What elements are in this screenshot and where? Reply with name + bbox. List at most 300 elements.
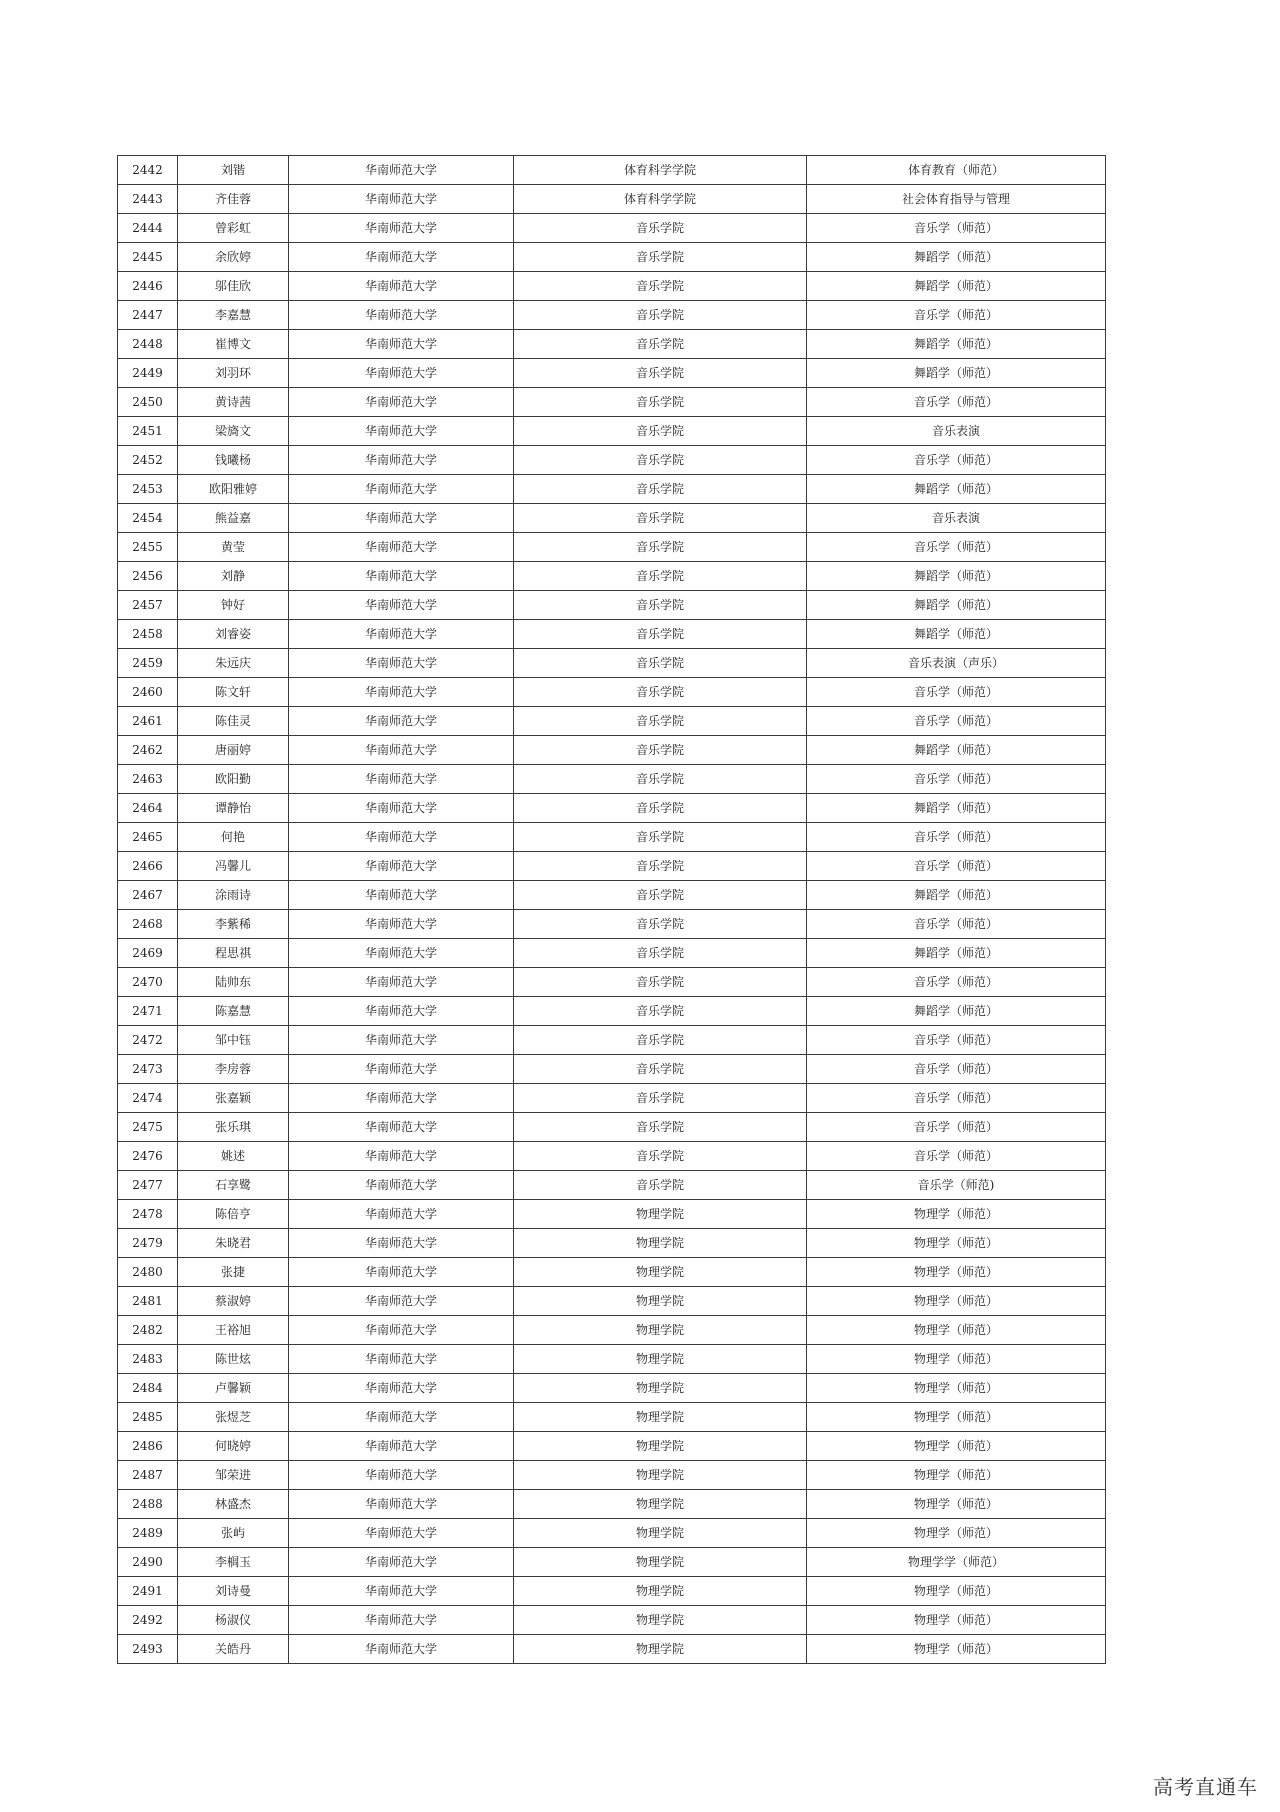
college-cell: 音乐学院 [514,620,807,649]
university-cell: 华南师范大学 [289,1490,514,1519]
row-number-cell: 2448 [118,330,178,359]
table-row [118,1548,1106,1577]
student-name-cell: 陆帅东 [178,968,289,997]
major-cell: 音乐学（师范） [807,1084,1106,1113]
student-name-cell: 朱晓君 [178,1229,289,1258]
major-cell: 物理学（师范） [807,1461,1106,1490]
major-cell: 物理学（师范） [807,1490,1106,1519]
major-cell: 舞蹈学（师范） [807,272,1106,301]
student-name-cell: 钱曦杨 [178,446,289,475]
major-cell: 舞蹈学（师范） [807,736,1106,765]
university-cell: 华南师范大学 [289,591,514,620]
college-cell: 物理学院 [514,1635,807,1664]
major-cell: 舞蹈学（师范） [807,794,1106,823]
student-name-cell: 林盛杰 [178,1490,289,1519]
row-number-cell: 2470 [118,968,178,997]
student-name-cell: 刘锴 [178,156,289,185]
row-number-cell: 2479 [118,1229,178,1258]
university-cell: 华南师范大学 [289,1055,514,1084]
college-cell: 物理学院 [514,1432,807,1461]
major-cell: 音乐学（师范） [807,1142,1106,1171]
university-cell: 华南师范大学 [289,1316,514,1345]
university-cell: 华南师范大学 [289,1606,514,1635]
university-cell: 华南师范大学 [289,156,514,185]
table-row [118,1635,1106,1664]
major-cell: 音乐学（师范） [807,910,1106,939]
major-cell: 音乐学（师范） [807,678,1106,707]
college-cell: 音乐学院 [514,794,807,823]
table-row [118,272,1106,301]
row-number-cell: 2449 [118,359,178,388]
university-cell: 华南师范大学 [289,1171,514,1200]
college-cell: 音乐学院 [514,968,807,997]
student-name-cell: 邹中钰 [178,1026,289,1055]
major-cell: 音乐学（师范) [807,1171,1106,1200]
university-cell: 华南师范大学 [289,1229,514,1258]
university-cell: 华南师范大学 [289,504,514,533]
student-name-cell: 谭静怡 [178,794,289,823]
row-number-cell: 2469 [118,939,178,968]
table-row [118,562,1106,591]
student-name-cell: 曾彩虹 [178,214,289,243]
university-cell: 华南师范大学 [289,1403,514,1432]
row-number-cell: 2467 [118,881,178,910]
college-cell: 物理学院 [514,1200,807,1229]
college-cell: 音乐学院 [514,649,807,678]
college-cell: 音乐学院 [514,678,807,707]
college-cell: 音乐学院 [514,881,807,910]
major-cell: 物理学（师范） [807,1287,1106,1316]
major-cell: 舞蹈学（师范） [807,939,1106,968]
row-number-cell: 2482 [118,1316,178,1345]
college-cell: 物理学院 [514,1287,807,1316]
university-cell: 华南师范大学 [289,1142,514,1171]
major-cell: 物理学（师范） [807,1635,1106,1664]
college-cell: 音乐学院 [514,214,807,243]
table-row [118,736,1106,765]
table-row [118,1026,1106,1055]
major-cell: 舞蹈学（师范） [807,881,1106,910]
college-cell: 音乐学院 [514,504,807,533]
university-cell: 华南师范大学 [289,736,514,765]
student-name-cell: 刘羽环 [178,359,289,388]
row-number-cell: 2483 [118,1345,178,1374]
college-cell: 物理学院 [514,1606,807,1635]
student-name-cell: 刘睿姿 [178,620,289,649]
row-number-cell: 2490 [118,1548,178,1577]
table-row [118,1577,1106,1606]
major-cell: 物理学（师范） [807,1519,1106,1548]
row-number-cell: 2484 [118,1374,178,1403]
student-name-cell: 何艳 [178,823,289,852]
student-name-cell: 涂雨诗 [178,881,289,910]
university-cell: 华南师范大学 [289,910,514,939]
university-cell: 华南师范大学 [289,1084,514,1113]
major-cell: 舞蹈学（师范） [807,243,1106,272]
major-cell: 舞蹈学（师范） [807,997,1106,1026]
university-cell: 华南师范大学 [289,881,514,910]
college-cell: 音乐学院 [514,1142,807,1171]
table-row [118,504,1106,533]
student-name-cell: 李房蓉 [178,1055,289,1084]
student-name-cell: 何晓婷 [178,1432,289,1461]
university-cell: 华南师范大学 [289,1026,514,1055]
university-cell: 华南师范大学 [289,852,514,881]
college-cell: 物理学院 [514,1461,807,1490]
student-name-cell: 欧阳勤 [178,765,289,794]
college-cell: 物理学院 [514,1490,807,1519]
table-row [118,446,1106,475]
table-row [118,1113,1106,1142]
university-cell: 华南师范大学 [289,1113,514,1142]
table-row [118,533,1106,562]
row-number-cell: 2485 [118,1403,178,1432]
college-cell: 音乐学院 [514,417,807,446]
row-number-cell: 2491 [118,1577,178,1606]
table-row [118,794,1106,823]
student-name-cell: 关皓丹 [178,1635,289,1664]
student-name-cell: 杨淑仪 [178,1606,289,1635]
major-cell: 音乐学（师范） [807,446,1106,475]
university-cell: 华南师范大学 [289,1258,514,1287]
admission-table [117,155,1106,1664]
major-cell: 音乐学（师范） [807,1026,1106,1055]
row-number-cell: 2488 [118,1490,178,1519]
college-cell: 物理学院 [514,1403,807,1432]
student-name-cell: 王裕旭 [178,1316,289,1345]
major-cell: 舞蹈学（师范） [807,359,1106,388]
row-number-cell: 2493 [118,1635,178,1664]
university-cell: 华南师范大学 [289,1374,514,1403]
major-cell: 音乐学（师范） [807,765,1106,794]
row-number-cell: 2457 [118,591,178,620]
row-number-cell: 2478 [118,1200,178,1229]
university-cell: 华南师范大学 [289,330,514,359]
university-cell: 华南师范大学 [289,1287,514,1316]
row-number-cell: 2463 [118,765,178,794]
student-name-cell: 欧阳雅婷 [178,475,289,504]
university-cell: 华南师范大学 [289,997,514,1026]
student-name-cell: 张捷 [178,1258,289,1287]
college-cell: 音乐学院 [514,1084,807,1113]
table-row [118,620,1106,649]
student-name-cell: 崔博文 [178,330,289,359]
row-number-cell: 2450 [118,388,178,417]
college-cell: 音乐学院 [514,1055,807,1084]
university-cell: 华南师范大学 [289,823,514,852]
row-number-cell: 2480 [118,1258,178,1287]
student-name-cell: 张煜芝 [178,1403,289,1432]
admission-table-body [118,156,1106,1664]
table-row [118,881,1106,910]
university-cell: 华南师范大学 [289,707,514,736]
college-cell: 物理学院 [514,1229,807,1258]
row-number-cell: 2461 [118,707,178,736]
row-number-cell: 2486 [118,1432,178,1461]
table-row [118,1229,1106,1258]
college-cell: 音乐学院 [514,533,807,562]
row-number-cell: 2489 [118,1519,178,1548]
table-row [118,1287,1106,1316]
college-cell: 音乐学院 [514,707,807,736]
row-number-cell: 2458 [118,620,178,649]
university-cell: 华南师范大学 [289,1432,514,1461]
table-row [118,649,1106,678]
college-cell: 音乐学院 [514,388,807,417]
student-name-cell: 冯馨儿 [178,852,289,881]
row-number-cell: 2454 [118,504,178,533]
student-name-cell: 刘诗曼 [178,1577,289,1606]
university-cell: 华南师范大学 [289,1635,514,1664]
university-cell: 华南师范大学 [289,968,514,997]
table-row [118,388,1106,417]
table-row [118,823,1106,852]
university-cell: 华南师范大学 [289,620,514,649]
college-cell: 音乐学院 [514,1113,807,1142]
student-name-cell: 梁旖文 [178,417,289,446]
table-row [118,1606,1106,1635]
college-cell: 音乐学院 [514,823,807,852]
student-name-cell: 陈文轩 [178,678,289,707]
university-cell: 华南师范大学 [289,214,514,243]
college-cell: 音乐学院 [514,562,807,591]
college-cell: 音乐学院 [514,939,807,968]
row-number-cell: 2487 [118,1461,178,1490]
table-row [118,1519,1106,1548]
college-cell: 物理学院 [514,1548,807,1577]
college-cell: 音乐学院 [514,591,807,620]
table-row [118,968,1106,997]
student-name-cell: 余欣婷 [178,243,289,272]
university-cell: 华南师范大学 [289,1200,514,1229]
student-name-cell: 陈嘉慧 [178,997,289,1026]
student-name-cell: 李嘉慧 [178,301,289,330]
table-row [118,1374,1106,1403]
row-number-cell: 2465 [118,823,178,852]
major-cell: 音乐学（师范） [807,214,1106,243]
row-number-cell: 2452 [118,446,178,475]
university-cell: 华南师范大学 [289,649,514,678]
major-cell: 音乐学（师范） [807,1055,1106,1084]
row-number-cell: 2459 [118,649,178,678]
college-cell: 物理学院 [514,1519,807,1548]
student-name-cell: 蔡淑婷 [178,1287,289,1316]
university-cell: 华南师范大学 [289,1548,514,1577]
university-cell: 华南师范大学 [289,562,514,591]
student-name-cell: 唐丽婷 [178,736,289,765]
table-row [118,678,1106,707]
major-cell: 音乐学（师范） [807,852,1106,881]
university-cell: 华南师范大学 [289,794,514,823]
college-cell: 音乐学院 [514,272,807,301]
major-cell: 物理学（师范） [807,1374,1106,1403]
major-cell: 体育教育（师范） [807,156,1106,185]
university-cell: 华南师范大学 [289,475,514,504]
row-number-cell: 2475 [118,1113,178,1142]
row-number-cell: 2455 [118,533,178,562]
student-name-cell: 邬佳欣 [178,272,289,301]
student-name-cell: 黄莹 [178,533,289,562]
row-number-cell: 2453 [118,475,178,504]
major-cell: 物理学（师范） [807,1577,1106,1606]
table-row [118,1461,1106,1490]
table-row [118,330,1106,359]
row-number-cell: 2442 [118,156,178,185]
major-cell: 舞蹈学（师范） [807,562,1106,591]
row-number-cell: 2471 [118,997,178,1026]
table-row [118,301,1106,330]
table-row [118,852,1106,881]
major-cell: 物理学（师范） [807,1258,1106,1287]
university-cell: 华南师范大学 [289,678,514,707]
major-cell: 物理学（师范） [807,1316,1106,1345]
major-cell: 物理学学（师范） [807,1548,1106,1577]
row-number-cell: 2445 [118,243,178,272]
student-name-cell: 钟好 [178,591,289,620]
row-number-cell: 2474 [118,1084,178,1113]
university-cell: 华南师范大学 [289,417,514,446]
table-row [118,1084,1106,1113]
table-row [118,765,1106,794]
university-cell: 华南师范大学 [289,243,514,272]
table-row [118,707,1106,736]
major-cell: 音乐学（师范） [807,1113,1106,1142]
table-row [118,359,1106,388]
row-number-cell: 2462 [118,736,178,765]
row-number-cell: 2472 [118,1026,178,1055]
university-cell: 华南师范大学 [289,533,514,562]
table-row [118,417,1106,446]
college-cell: 音乐学院 [514,1026,807,1055]
college-cell: 音乐学院 [514,301,807,330]
table-row [118,1200,1106,1229]
row-number-cell: 2468 [118,910,178,939]
college-cell: 音乐学院 [514,1171,807,1200]
row-number-cell: 2464 [118,794,178,823]
university-cell: 华南师范大学 [289,185,514,214]
major-cell: 物理学（师范） [807,1432,1106,1461]
row-number-cell: 2466 [118,852,178,881]
row-number-cell: 2446 [118,272,178,301]
college-cell: 体育科学学院 [514,156,807,185]
major-cell: 舞蹈学（师范） [807,475,1106,504]
college-cell: 音乐学院 [514,475,807,504]
major-cell: 音乐学（师范） [807,707,1106,736]
student-name-cell: 齐佳蓉 [178,185,289,214]
university-cell: 华南师范大学 [289,1519,514,1548]
college-cell: 物理学院 [514,1374,807,1403]
row-number-cell: 2451 [118,417,178,446]
student-name-cell: 陈世炫 [178,1345,289,1374]
college-cell: 体育科学学院 [514,185,807,214]
college-cell: 物理学院 [514,1258,807,1287]
row-number-cell: 2460 [118,678,178,707]
major-cell: 舞蹈学（师范） [807,591,1106,620]
row-number-cell: 2443 [118,185,178,214]
table-row [118,1316,1106,1345]
college-cell: 音乐学院 [514,997,807,1026]
college-cell: 音乐学院 [514,330,807,359]
table-row [118,1171,1106,1200]
student-name-cell: 张屿 [178,1519,289,1548]
table-row [118,475,1106,504]
student-name-cell: 陈倍亨 [178,1200,289,1229]
college-cell: 音乐学院 [514,446,807,475]
university-cell: 华南师范大学 [289,301,514,330]
student-name-cell: 李紫稀 [178,910,289,939]
row-number-cell: 2456 [118,562,178,591]
major-cell: 音乐表演（声乐） [807,649,1106,678]
table-row [118,997,1106,1026]
student-name-cell: 石享鹭 [178,1171,289,1200]
table-row [118,1490,1106,1519]
row-number-cell: 2481 [118,1287,178,1316]
major-cell: 物理学（师范） [807,1200,1106,1229]
major-cell: 音乐学（师范） [807,968,1106,997]
table-row [118,910,1106,939]
student-name-cell: 卢馨颖 [178,1374,289,1403]
table-row [118,1403,1106,1432]
major-cell: 物理学（师范） [807,1403,1106,1432]
table-row [118,185,1106,214]
major-cell: 物理学（师范） [807,1229,1106,1258]
student-name-cell: 姚述 [178,1142,289,1171]
major-cell: 物理学（师范） [807,1345,1106,1374]
university-cell: 华南师范大学 [289,1461,514,1490]
watermark-text: 高考直通车 [1153,1775,1258,1799]
table-row [118,1345,1106,1374]
college-cell: 音乐学院 [514,910,807,939]
student-name-cell: 程思祺 [178,939,289,968]
table-row [118,939,1106,968]
table-row [118,1432,1106,1461]
university-cell: 华南师范大学 [289,446,514,475]
major-cell: 音乐学（师范） [807,823,1106,852]
student-name-cell: 邹荣进 [178,1461,289,1490]
student-name-cell: 刘静 [178,562,289,591]
table-row [118,591,1106,620]
row-number-cell: 2447 [118,301,178,330]
university-cell: 华南师范大学 [289,388,514,417]
college-cell: 音乐学院 [514,736,807,765]
table-row [118,1055,1106,1084]
college-cell: 音乐学院 [514,243,807,272]
student-name-cell: 熊益嘉 [178,504,289,533]
row-number-cell: 2477 [118,1171,178,1200]
major-cell: 舞蹈学（师范） [807,330,1106,359]
major-cell: 社会体育指导与管理 [807,185,1106,214]
college-cell: 音乐学院 [514,359,807,388]
row-number-cell: 2492 [118,1606,178,1635]
major-cell: 音乐学（师范） [807,533,1106,562]
student-name-cell: 张嘉颖 [178,1084,289,1113]
student-name-cell: 李榈玉 [178,1548,289,1577]
student-name-cell: 黄诗茜 [178,388,289,417]
table-row [118,156,1106,185]
major-cell: 物理学（师范） [807,1606,1106,1635]
university-cell: 华南师范大学 [289,272,514,301]
student-name-cell: 陈佳灵 [178,707,289,736]
row-number-cell: 2476 [118,1142,178,1171]
major-cell: 音乐表演 [807,504,1106,533]
university-cell: 华南师范大学 [289,359,514,388]
university-cell: 华南师范大学 [289,1345,514,1374]
college-cell: 物理学院 [514,1345,807,1374]
major-cell: 音乐学（师范） [807,301,1106,330]
student-name-cell: 朱远庆 [178,649,289,678]
university-cell: 华南师范大学 [289,1577,514,1606]
table-row [118,1142,1106,1171]
